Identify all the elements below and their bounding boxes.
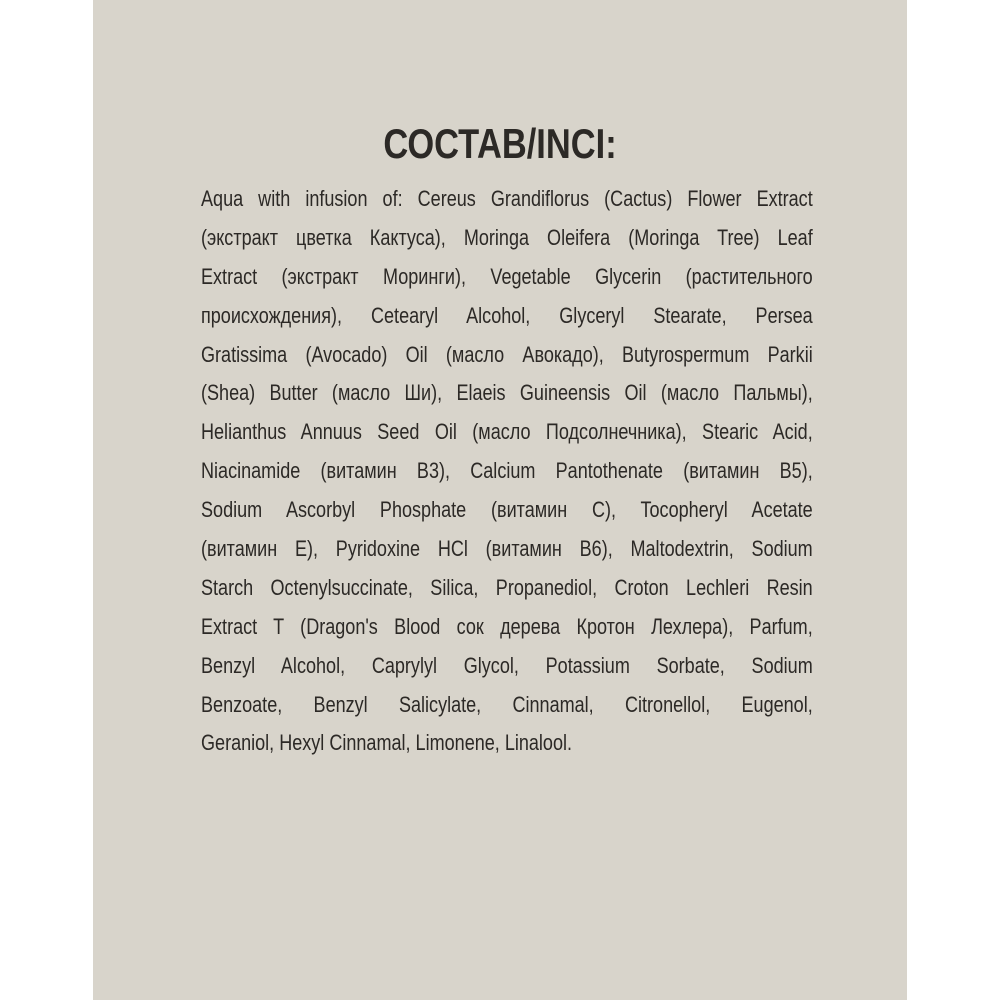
ingredients-line: Starch Octenylsuccinate, Silica, Propanediol, Croton Lechleri Resin <box>201 574 813 600</box>
ingredients-line: Gratissima (Avocado) Oil (масло Авокадо), Butyrospermum Parkii <box>201 341 813 367</box>
ingredients-line: Geraniol, Hexyl Cinnamal, Limonene, Linalool. <box>201 730 573 756</box>
ingredients-line: Aqua with infusion of: Cereus Grandiflorus (Cactus) Flower Extract <box>201 186 813 211</box>
ingredients-line: Benzoate, Benzyl Salicylate, Cinnamal, Citronellol, Eugenol, <box>201 691 813 717</box>
ingredients-line: (Shea) Butter (масло Ши), Elaeis Guineensis Oil (масло Пальмы), <box>201 380 813 406</box>
ingredients-line: (экстракт цветка Кактуса), Moringa Oleifera (Moringa Tree) Leaf <box>201 224 813 250</box>
ingredients-line: Helianthus Annuus Seed Oil (масло Подсолнечника), Stearic Acid, <box>201 419 813 445</box>
composition-title: СОСТАВ/INCI: <box>383 120 617 167</box>
ingredients-text <box>201 180 813 763</box>
ingredients-line: Niacinamide (витамин B3), Calcium Pantothenate (витамин B5), <box>201 458 813 484</box>
ingredients-line: Benzyl Alcohol, Caprylyl Glycol, Potassium Sorbate, Sodium <box>201 652 813 678</box>
ingredients-line: Extract (экстракт Моринги), Vegetable Glycerin (растительного <box>201 263 813 289</box>
ingredients-line: Sodium Ascorbyl Phosphate (витамин C), Tocopheryl Acetate <box>201 497 813 523</box>
ingredients-line: (витамин E), Pyridoxine HCl (витамин B6), Maltodextrin, Sodium <box>201 536 813 562</box>
ingredients-line: Extract T (Dragon's Blood сок дерева Кротон Лехлера), Parfum, <box>201 613 813 639</box>
ingredients-line: происхождения), Cetearyl Alcohol, Glyceryl Stearate, Persea <box>201 302 813 328</box>
